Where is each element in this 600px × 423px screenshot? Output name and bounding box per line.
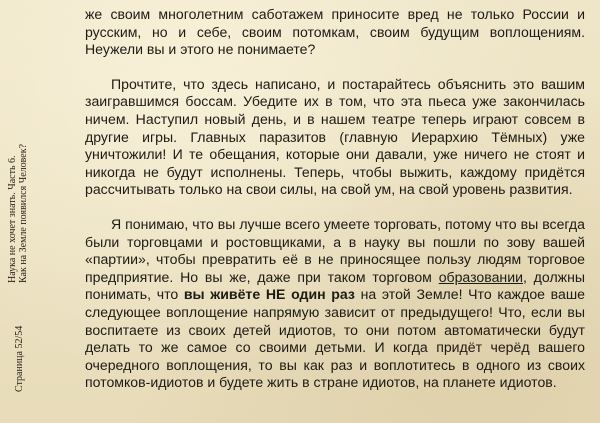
paragraph-2: Прочтите, что здесь написано, и постарайтесь объяснить это вашим заигравшимся боссам. Убедите их в том, что эта пьеса уже закончилась ничем. Наступил новый день, и в нашем театре теперь играют совсем в другие игры. Главных паразитов (главную Иерархию Тёмных) уже уничтожили! И те обещания, которые они давали, уже ничего не стоят и никогда не будут исполнены. Теперь, чтобы выжить, каждому придётся рассчитывать только на свои силы, на свой ум, на свой уровень развития. <box>85 75 585 198</box>
document-body <box>85 6 585 392</box>
book-title-line-1: Наука не хочет знать. Часть 6. <box>7 155 18 283</box>
bold-emphasis: вы живёте НЕ один раз <box>183 286 355 303</box>
education-link[interactable]: образовании <box>438 268 523 285</box>
paragraph-1: же своим многолетним саботажем приносите вред не только России и русским, но и себе, своим потомкам, своим будущим воплощениям. Неужели вы и этого не понимаете? <box>85 6 585 58</box>
paragraph-3-text-1: Я понимаю, что вы лучше всего умеете торговать, потому что вы всегда были торговцами и ростовщиками, а в науку вы пошли по зову вашей «партии», чтобы превратить её в не приносящее пользу людям торговое предприятие. Но вы же, даже при таком торговом <box>85 215 585 285</box>
paragraph-3-text-3: на этой Земле! Что каждое ваше следующее воплощение напрямую зависит от предыдущего! Что, если вы воспитаете из своих детей идиотов, то они потом автоматически будут делать то же самое со своими детьми. И когда придёт черёд вашего очередного воплощения, то вы как раз и воплотитесь в одного из своих потомков-идиотов и будете жить в стране идиотов, на планете идиотов. <box>85 286 585 391</box>
page-number: Страница 52/54 <box>14 325 25 392</box>
book-title-line-2: Как на Земле появился Человек? <box>18 143 29 283</box>
paragraph-3-text-2: , должны понимать, что <box>85 268 586 303</box>
paragraph-3 <box>85 216 585 392</box>
book-title-sidebar <box>7 144 29 283</box>
